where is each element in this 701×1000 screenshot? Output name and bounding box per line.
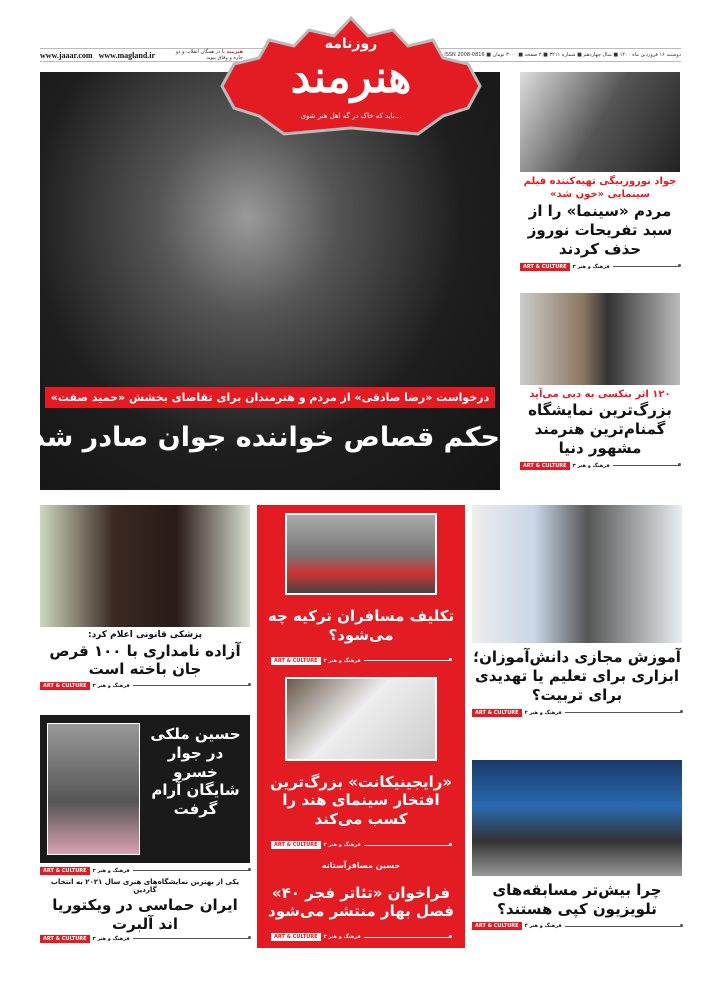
divider-line bbox=[364, 845, 451, 846]
right-story-1[interactable] bbox=[520, 72, 680, 271]
story-photo bbox=[520, 293, 680, 385]
divider-line bbox=[613, 266, 680, 267]
divider-line bbox=[133, 870, 250, 871]
story-kicker: جواد نوروزبیگی تهیه‌کننده فیلم سینمایی «خون شد» bbox=[523, 176, 677, 200]
story-headline[interactable]: حسین ملکی در جوار خسرو شایگان آرام گرفت bbox=[150, 725, 241, 818]
divider-line bbox=[613, 465, 680, 466]
section-tag bbox=[520, 262, 680, 271]
story-photo bbox=[472, 760, 682, 876]
section-label: فرهنگ و هنر ۲ bbox=[524, 709, 562, 716]
section-label: ART & CULTURE bbox=[520, 263, 570, 271]
motto: با در همگان انقلاب و دو چاره و وفاق پیوند bbox=[175, 49, 243, 61]
divider-line bbox=[364, 937, 451, 938]
section-label: فرهنگ و هنر ۳ bbox=[323, 934, 361, 941]
section-label: فرهنگ و هنر ۳ bbox=[323, 657, 361, 664]
issue-info: دوشنبه ۱۶ فروردین ماه ۱۴۰۰ ■ سال چهاردهم ■ شماره ۳۴۱۱ ■ ۴ صفحه ■ ۳۰۰۰ تومان ■ ISSN 2008-0816 bbox=[444, 52, 681, 58]
motto-block bbox=[165, 49, 243, 61]
section-tag bbox=[271, 656, 451, 665]
section-label: ART & CULTURE bbox=[271, 933, 321, 941]
left-story-1[interactable] bbox=[40, 505, 250, 690]
story-headline[interactable]: آموزش مجازی دانش‌آموزان؛ ابزاری برای تعلیم یا تهدیدی برای تربیت؟ bbox=[473, 648, 681, 704]
section-tag bbox=[520, 461, 680, 470]
middle-column bbox=[257, 505, 465, 948]
right-story-4[interactable] bbox=[472, 760, 682, 931]
story-kicker: ۱۲۰ اثر بنکسی به دبی می‌آید bbox=[529, 389, 671, 400]
section-label: فرهنگ و هنر ۳ bbox=[323, 842, 361, 849]
section-label: ART & CULTURE bbox=[520, 462, 570, 470]
story-headline[interactable]: بزرگ‌ترین نمایشگاه گمنام‌ترین هنرمند مشهور دنیا bbox=[528, 401, 672, 457]
section-label: فرهنگ و هنر ۳ bbox=[92, 935, 130, 942]
lead-kicker: درخواست «رضا صادقی» از مردم و هنرمندان برای تقاضای بخشش «حمید صفت» bbox=[45, 387, 495, 408]
section-label: ART & CULTURE bbox=[472, 709, 522, 717]
divider-line bbox=[133, 938, 250, 939]
story-photo bbox=[47, 723, 140, 855]
story-photo bbox=[520, 72, 680, 172]
section-tag bbox=[40, 866, 250, 875]
section-label: فرهنگ و هنر ۴ bbox=[524, 923, 562, 929]
section-label: ART & CULTURE bbox=[472, 922, 522, 930]
section-tag bbox=[472, 708, 682, 717]
story-headline[interactable]: «رایجینیکانت» بزرگ‌ترین افتخار سینمای هند را کسب می‌کند bbox=[269, 772, 453, 829]
section-tag bbox=[40, 934, 250, 943]
story-headline[interactable]: مردم «سینما» را از سبد تفریحات نوروز حذف کردند bbox=[527, 202, 673, 258]
story-kicker: پزشکی قانونی اعلام کرد: bbox=[87, 630, 203, 640]
section-tag bbox=[271, 841, 451, 850]
story-photo bbox=[40, 505, 250, 627]
section-tag bbox=[40, 681, 250, 690]
story-headline[interactable]: تکلیف مسافران ترکیه چه می‌شود؟ bbox=[267, 606, 455, 644]
newspaper-logo bbox=[218, 16, 484, 142]
divider-line bbox=[565, 712, 682, 713]
website-link[interactable]: www.magland.ir bbox=[98, 50, 156, 60]
left-story-3[interactable] bbox=[40, 866, 250, 943]
story-headline[interactable]: چرا بیش‌تر مسابقه‌های تلویزیون کپی هستند؟ bbox=[492, 881, 662, 918]
left-story-2[interactable] bbox=[40, 715, 250, 863]
divider-line bbox=[565, 926, 682, 927]
story-kicker: حسین مسافرآستانه bbox=[321, 861, 401, 871]
story-headline[interactable]: فراخوان «تئاتر فجر ۴۰» فصل بهار منتشر می‌شود bbox=[268, 883, 454, 921]
section-tag bbox=[472, 922, 682, 931]
section-label: ART & CULTURE bbox=[40, 867, 90, 875]
story-photo bbox=[285, 677, 437, 761]
website-link[interactable]: www.jaaar.com bbox=[40, 50, 93, 60]
story-photo bbox=[472, 505, 682, 643]
divider-line bbox=[133, 685, 250, 686]
section-label: ART & CULTURE bbox=[271, 657, 321, 665]
section-label: فرهنگ و هنر ۳ bbox=[572, 462, 610, 469]
section-tag bbox=[271, 933, 451, 942]
lead-headline[interactable]: حکم قصاص خواننده جوان صادر شد! bbox=[18, 422, 500, 453]
story-kicker: یکی از بهترین نمایشگاه‌های هنری سال ۲۰۲۱ به انتخاب گاردین bbox=[50, 878, 240, 895]
right-story-2[interactable] bbox=[520, 293, 680, 470]
story-photo bbox=[285, 513, 437, 595]
section-label: ART & CULTURE bbox=[40, 935, 90, 943]
story-headline[interactable]: ایران حماسی در ویکتوریا اند آلبرت bbox=[52, 895, 238, 933]
logo-top-text: روزنامه bbox=[324, 36, 378, 52]
section-label: فرهنگ و هنر ۳ bbox=[92, 682, 130, 689]
section-label: فرهنگ و هنر ۳ bbox=[92, 867, 130, 874]
logo-name: هنرمند bbox=[290, 52, 412, 103]
motto-brand: هنرمند bbox=[226, 49, 243, 55]
section-label: ART & CULTURE bbox=[40, 682, 90, 690]
story-headline[interactable]: آزاده نامداری با ۱۰۰ قرص جان باخته است bbox=[49, 641, 241, 679]
section-label: فرهنگ و هنر ۳ bbox=[572, 263, 610, 270]
logo-tagline: ...باید که خاک در گه اهل هنر شوی bbox=[300, 112, 402, 120]
right-story-3[interactable] bbox=[472, 505, 682, 717]
section-label: ART & CULTURE bbox=[271, 841, 321, 849]
divider-line bbox=[364, 660, 451, 661]
